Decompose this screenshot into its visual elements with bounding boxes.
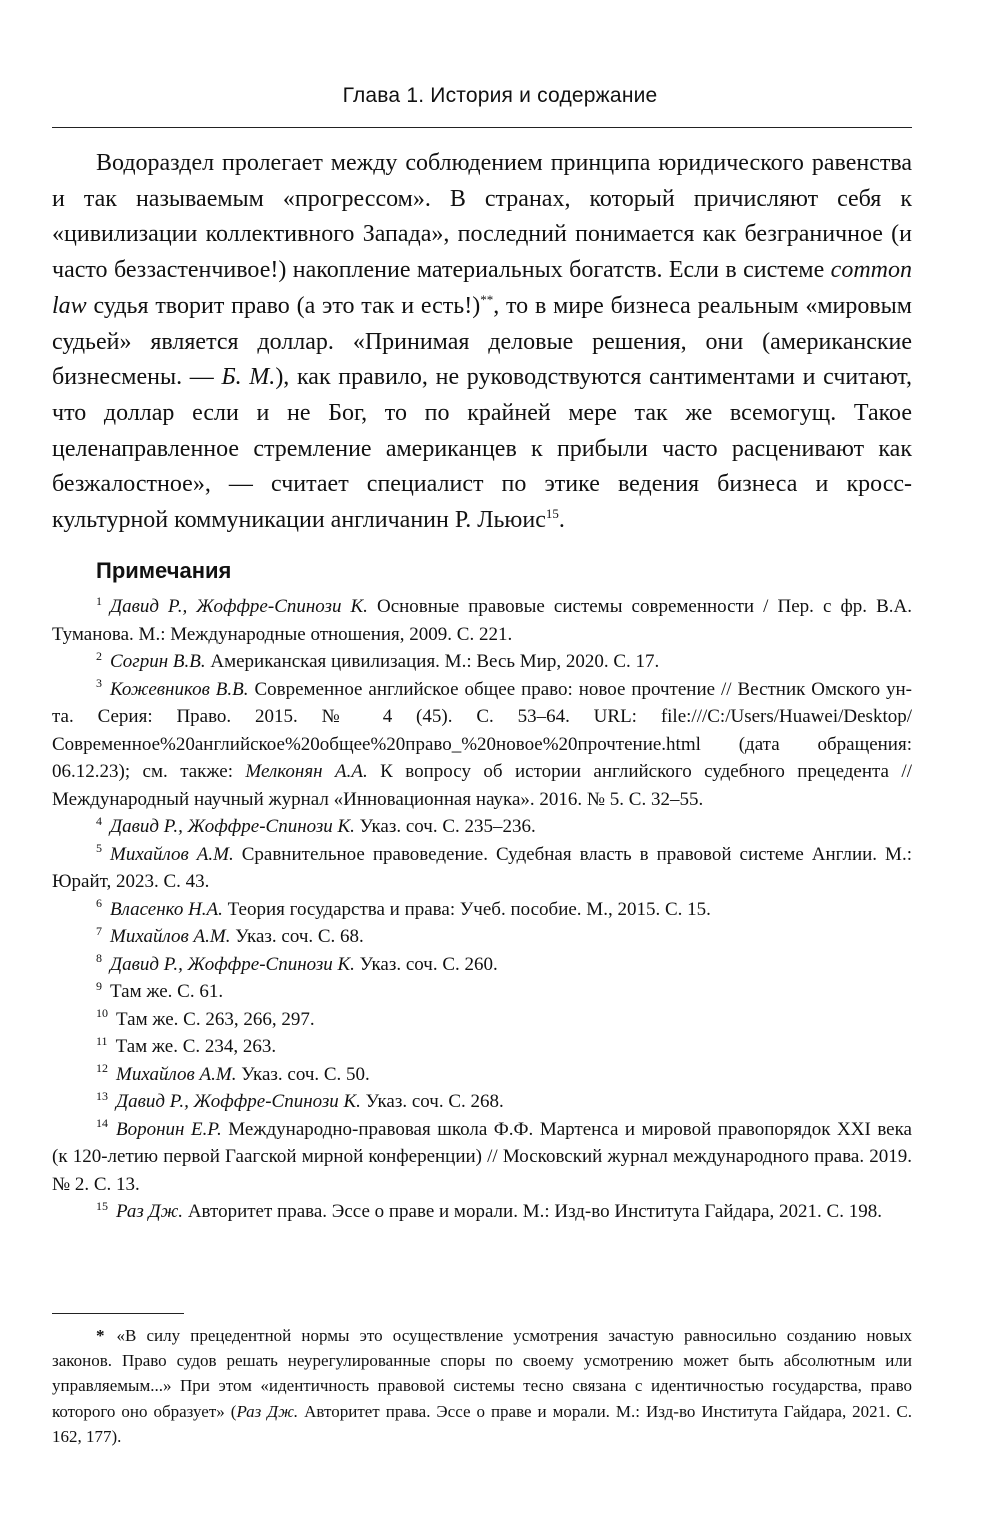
note-num: 9 xyxy=(96,978,102,993)
note-text: Американская цивилизация. М.: Весь Мир, 2020. С. 17. xyxy=(205,651,660,672)
note-num: 8 xyxy=(96,951,102,966)
body-emphasis-common-law: common law xyxy=(52,257,912,319)
note-text-2: К вопросу об истории английского судебного прецедента // Международный научный журнал «Инновационная наука». 2016. № 5. С. 32–55. xyxy=(52,761,912,810)
header-rule xyxy=(52,127,912,128)
note-text: Указ. соч. С. 268. xyxy=(360,1091,504,1112)
note-text: Основные правовые системы современности / Пер. с фр. В.А. Туманова. М.: Международные отношения, 2009. С. 221. xyxy=(52,596,912,645)
note-item xyxy=(52,593,912,648)
note-text: Там же. С. 61. xyxy=(110,981,224,1002)
note-author: Раз Дж. xyxy=(116,1201,184,1222)
note-item xyxy=(52,813,912,841)
footnote-rule xyxy=(52,1313,184,1314)
note-num: 3 xyxy=(96,676,102,691)
note-item xyxy=(52,951,912,979)
note-author: Давид Р., Жоффре-Спинози К. xyxy=(110,596,368,617)
note-item xyxy=(52,676,912,814)
note-text: Теория государства и права: Учеб. пособие. М., 2015. С. 15. xyxy=(222,898,711,920)
note-num: 14 xyxy=(96,1116,108,1131)
note-text: Современное английское общее право: новое прочтение // Вестник Омского ун-та. Серия: Право. 2015. № 4 (45). С. 53–64. URL: file:///C:/Users/Huawei/Desktop/Современное%20английское%20общее%20право_%20новое%20прочтение.html (дата обращения: 06.12.23); см. также: xyxy=(52,678,913,782)
body-text-4: ), как правило, не руководствуются сантиментами и считают, что доллар если и не Бог, то по крайней мере так же всемогущ. Такое целенаправленное стремление американцев к прибыли часто расценивают как безжалостное», — считает специалист по этике ведения бизнеса и кросс-культурной коммуникации англичанин Р. Льюис xyxy=(52,364,912,534)
note-item xyxy=(52,1033,912,1061)
note-num: 5 xyxy=(96,841,102,856)
note-author: Воронин Е.Р. xyxy=(116,1118,222,1140)
note-text: Международно-правовая школа Ф.Ф. Мартенса и мировой правопорядок XXI века (к 120-летию первой Гаагской мирной конференции) // Московский журнал международного права. 2019. № 2. С. 13. xyxy=(52,1118,912,1195)
footnote-author: Раз Дж. xyxy=(236,1401,299,1421)
note-author: Давид Р., Жоффре-Спинози К. xyxy=(110,816,355,837)
note-item xyxy=(52,1116,912,1199)
note-num: 15 xyxy=(96,1198,108,1213)
endnote-ref-15: 15 xyxy=(545,506,559,522)
notes-list xyxy=(52,593,912,1226)
note-author: Власенко Н.А. xyxy=(110,898,223,920)
note-item xyxy=(52,1006,912,1034)
footnote-text-2: Авторитет права. Эссе о праве и морали. М.: Изд-во Института Гайдара, 2021. С. 162, 177). xyxy=(52,1401,912,1446)
footnote xyxy=(52,1323,912,1449)
note-text: Там же. С. 263, 266, 297. xyxy=(116,1008,315,1030)
note-num: 13 xyxy=(96,1088,108,1103)
footnote-mark: * xyxy=(96,1326,105,1345)
notes-heading: Примечания xyxy=(96,558,232,583)
body-text-3: , то в мире бизнеса реальным «мировым судьей» является доллар. «Принимая деловые решения, они (американские бизнесмены. — xyxy=(52,292,912,391)
note-author: Михайлов А.М. xyxy=(110,926,231,947)
note-num: 11 xyxy=(96,1033,108,1048)
body-text-2: судья творит право (а это так и есть!) xyxy=(86,292,481,319)
note-num: 6 xyxy=(96,896,102,911)
note-item xyxy=(52,841,912,896)
note-item xyxy=(52,648,912,676)
note-text: Указ. соч. С. 235–236. xyxy=(354,816,536,837)
note-num: 10 xyxy=(96,1006,108,1021)
note-text: Сравнительное правоведение. Судебная власть в правовой системе Англии. М.: Юрайт, 2023. С. 43. xyxy=(52,843,912,892)
note-num: 4 xyxy=(96,813,102,828)
note-item xyxy=(52,1061,912,1089)
note-text: Там же. С. 234, 263. xyxy=(115,1036,277,1057)
note-text: Указ. соч. С. 260. xyxy=(354,953,498,975)
note-author: Михайлов А.М. xyxy=(116,1063,237,1085)
note-num: 12 xyxy=(96,1061,108,1076)
note-num: 1 xyxy=(96,593,102,608)
note-num: 7 xyxy=(96,923,102,938)
note-item xyxy=(52,978,912,1006)
note-text: Авторитет права. Эссе о праве и морали. М.: Изд-во Института Гайдара, 2021. С. 198. xyxy=(183,1201,882,1222)
note-text: Указ. соч. С. 50. xyxy=(236,1063,370,1085)
note-num: 2 xyxy=(96,648,102,663)
body-paragraph xyxy=(52,146,912,539)
note-author: Михайлов А.М. xyxy=(110,843,234,865)
note-item xyxy=(52,1088,912,1116)
note-author: Давид Р., Жоффре-Спинози К. xyxy=(110,953,355,975)
note-author: Согрин В.В. xyxy=(110,651,206,672)
note-text: Указ. соч. С. 68. xyxy=(230,926,364,947)
body-text-5: . xyxy=(558,507,565,534)
footnote-ref-marker: ** xyxy=(480,291,494,307)
body-text-1: Водораздел пролегает между соблюдением принципа юридического равенства и так называемым «прогрессом». В странах, который причисляют себя к «цивилизации коллективного Запада», последний понимается как безграничное (и часто беззастенчивое!) накопление материальных богатств. Если в системе xyxy=(52,150,912,284)
note-item xyxy=(52,896,912,924)
note-item xyxy=(52,923,912,951)
footnote-text-1: «В силу прецедентной нормы это осуществление усмотрения зачастую равносильно созданию новых законов. Право судов решать неурегулированные споры по своему усмотрению может быть абсолютным или управляемым...» При этом «идентичность правовой системы тесно связана с идентичностью государства, право которого оно образует» ( xyxy=(52,1326,912,1421)
running-head: Глава 1. История и содержание xyxy=(342,84,658,107)
note-author-2: Мелконян А.А. xyxy=(245,761,368,782)
body-emphasis-initials: Б. М. xyxy=(221,364,276,391)
note-item xyxy=(52,1198,912,1226)
note-author: Кожевников В.В. xyxy=(110,678,249,700)
note-author: Давид Р., Жоффре-Спинози К. xyxy=(116,1091,361,1112)
